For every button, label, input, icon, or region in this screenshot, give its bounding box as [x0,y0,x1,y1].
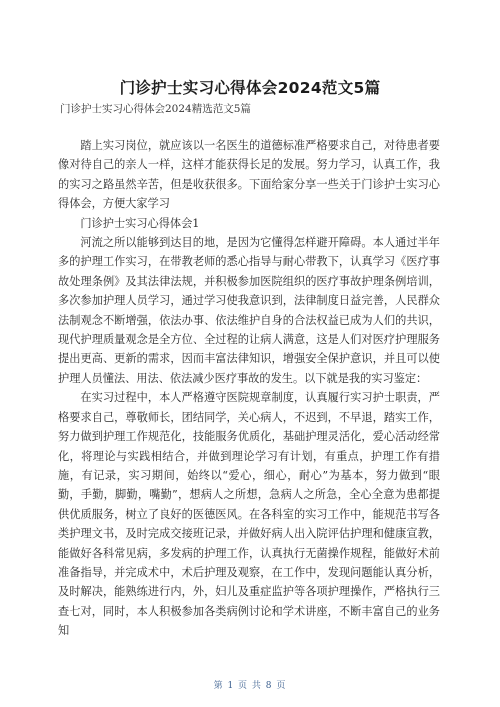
document-subtitle: 门诊护士实习心得体会2024精选范文5篇 [60,103,251,115]
page-footer: 第 1 页 共 8 页 [213,681,287,691]
body-paragraph: 在实习过程中，本人严格遵守医院规章制度，认真履行实习护士职责，严格要求自己，尊敬师长，团结同学，关心病人，不迟到，不早退，踏实工作，努力做到护理工作规范化，技能服务优质化，基础护理灵活化，爱心活动经常化，将理论与实践相结合，并做到理论学习有计划，有重点，护理工作有措施，有记录，实习期间，始终以“爱心，细心，耐心”为基本，努力做到“眼勤，手勤，脚勤，嘴勤”，想病人之所想，急病人之所急，全心全意为患都提供优质服务，树立了良好的医德医风。在各科室的实习工作中，能规范书写各类护理文书，及时完成交接班记录，并做好病人出入院评估护理和健康宣教，能做好各科常见病，多发病的护理工作，认真执行无菌操作规程，能做好术前准备指导，并完成术中，术后护理及观察，在工作中，发现问题能认真分析，及时解决，能熟练进行内，外，妇儿及重症监护等各项护理操作，严格执行三查七对，同时，本人积极参加各类病例讨论和学术讲座，不断丰富自己的业务知 [58,391,440,638]
body-paragraph: 河流之所以能够到达目的地，是因为它懂得怎样避开障碍。本人通过半年多的护理工作实习，在带教老师的悉心指导与耐心带教下，认真学习《医疗事故处理条例》及其法律法规，并积极参加医院组织的医疗事故护理条例培训，多次参加护理人员学习，通过学习使我意识到，法律制度日益完善，人民群众法制观念不断增强，依法办事、依法维护自身的合法权益已成为人们的共识，现代护理质量观念是全方位、全过程的让病人满意，这是人们对医疗护理服务提出更高、更新的需求，因而丰富法律知识，增强安全保护意识，并且可以使护理人员懂法、用法、依法减少医疗事故的发生。以下就是我的实习鉴定： [58,236,440,385]
document-title: 门诊护士实习心得体会2024范文5篇 [119,79,381,97]
section-heading: 门诊护士实习心得体会1 [80,216,200,230]
document-body [58,136,440,641]
intro-paragraph: 踏上实习岗位，就应该以一名医生的道德标准严格要求自己，对待患者要像对待自己的亲人一样，这样才能获得长足的发展。努力学习，认真工作，我的实习之路虽然辛苦，但是收获很多。下面给家分享一些关于门诊护士实习心得体会，方便大家学习 [58,139,440,211]
